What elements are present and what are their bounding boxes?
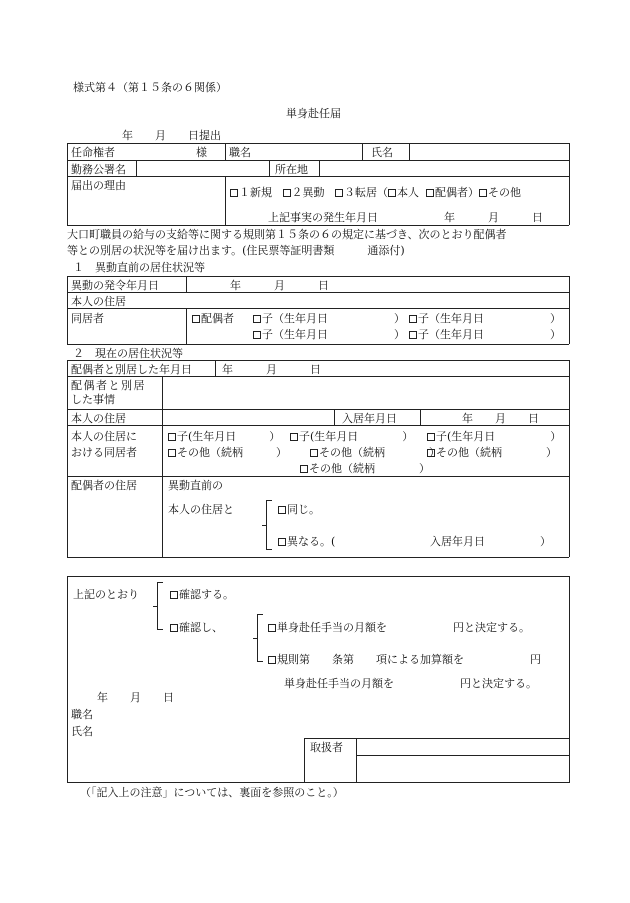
cur-other-b: その他（続柄 ） [310,447,440,458]
brace-icon [266,500,272,550]
checkbox-cur-child-b[interactable] [290,433,298,441]
submission-date: 年 月 日提出 [122,129,221,142]
checkbox-rule-clause[interactable] [268,656,276,664]
checkbox-different[interactable] [278,538,286,546]
checkbox-cur-other-d[interactable] [300,465,308,473]
section-1-heading: １ 異動直前の居住状況等 [73,261,205,274]
transfer-date-label: 異動の発令年月日 [71,279,159,292]
cur-child-c: 子(生年月日 ） [427,431,561,442]
prev-spouse-option: 配偶者 [192,313,234,324]
brace-icon [157,582,163,630]
own-residence-and-text: 本人の住居と [168,503,234,516]
prev-child-b: 子（生年月日 ） [409,313,561,324]
transfer-date-value: 年 月 日 [230,279,329,292]
checkbox-prev-child-b[interactable] [409,315,417,323]
current-residence-label: 本人の住居 [71,412,126,425]
separation-reason-label-2: した事情 [71,393,115,406]
cur-other-c: その他（続柄 ） [427,447,557,458]
reason-options: １新規 ２異動 ３転居（ 本人 配偶者） その他 [230,187,521,198]
brace-icon [257,614,263,662]
name-label: 氏名 [371,146,393,159]
checkbox-prev-spouse[interactable] [192,315,200,323]
honorific: 様 [196,146,207,159]
cur-other-a: その他（続柄 ） [168,447,287,458]
different-option: 異なる。( [278,536,335,547]
checkbox-same[interactable] [278,506,286,514]
footer-note: （「記入上の注意」については、裏面を参照のこと。） [80,786,344,799]
confirmation-post-label: 職名 [71,708,93,721]
checkbox-prev-child-a[interactable] [253,315,261,323]
allowance-option: 単身赴任手当の月額を 円と決定する。 [268,622,530,633]
prev-child-d: 子（生年月日 ） [409,329,561,340]
confirm-and-option: 確認し、 [170,622,223,633]
checkbox-confirm-and[interactable] [170,624,178,632]
checkbox-relocation[interactable] [335,189,343,197]
statement-line-1: 大口町職員の給与の支給等に関する規則第１５条の６の規定に基づき、次のとおり配偶者 [67,228,507,241]
separation-reason-label-1: 配偶者と別居 [71,379,146,392]
previous-cohabitants-label: 同居者 [71,312,104,325]
checkbox-allowance[interactable] [268,624,276,632]
just-before-text: 異動直前の [168,479,223,492]
prev-child-a: 子（生年月日 ） [253,313,405,324]
office-label: 勤務公署名 [71,163,126,176]
cur-child-a: 子(生年月日 ） [168,431,280,442]
checkbox-self[interactable] [388,189,396,197]
checkbox-confirm[interactable] [170,591,178,599]
confirmation-name-label: 氏名 [71,725,93,738]
checkbox-other[interactable] [479,189,487,197]
current-cohab-label-1: 本人の住居に [71,430,137,443]
checkbox-cur-child-c[interactable] [427,433,435,441]
post-label: 職名 [229,146,251,159]
cur-other-d: その他（続柄 ） [300,463,430,474]
checkbox-cur-other-a[interactable] [168,449,176,457]
current-cohab-label-2: おける同居者 [71,446,137,459]
confirmation-date: 年 月 日 [97,691,174,704]
reason-label: 届出の理由 [71,179,126,192]
as-above-text: 上記のとおり [73,588,139,601]
statement-line-2: 等との別居の状況等を届け出ます。(住民票等証明書類 通添付) [67,244,405,257]
checkbox-cur-other-c[interactable] [427,449,435,457]
checkbox-transfer[interactable] [283,189,291,197]
prev-child-c: 子（生年月日 ） [253,329,405,340]
confirm-option: 確認する。 [170,589,234,600]
move-in-date-value: 年 月 日 [462,412,539,425]
checkbox-prev-child-d[interactable] [409,331,417,339]
separation-date-label: 配偶者と別居した年月日 [71,363,192,376]
allowance-decision-text: 単身赴任手当の月額を 円と決定する。 [284,677,537,690]
checkbox-cur-other-b[interactable] [310,449,318,457]
previous-residence-label: 本人の住居 [71,295,126,308]
checkbox-prev-child-c[interactable] [253,331,261,339]
page-title: 単身赴任届 [286,107,341,120]
checkbox-spouse[interactable] [426,189,434,197]
checkbox-new[interactable] [230,189,238,197]
rule-clause-option: 規則第 条第 項による加算額を 円 [268,654,541,665]
handler-label: 取扱者 [310,741,343,754]
location-label: 所在地 [275,163,308,176]
form-number: 様式第４（第１５条の６関係） [73,81,227,94]
section-2-heading: ２ 現在の居住状況等 [73,347,183,360]
checkbox-cur-child-a[interactable] [168,433,176,441]
same-option: 同じ。 [278,504,320,515]
event-date: 上記事実の発生年月日 年 月 日 [268,211,543,224]
spouse-residence-label: 配偶者の住居 [71,479,137,492]
different-move-in-date: 入居年月日 ） [430,535,551,548]
separation-date-value: 年 月 日 [222,363,321,376]
cur-child-b: 子(生年月日 ） [290,431,413,442]
appointer-label: 任命権者 [71,146,115,159]
move-in-date-label: 入居年月日 [342,412,397,425]
